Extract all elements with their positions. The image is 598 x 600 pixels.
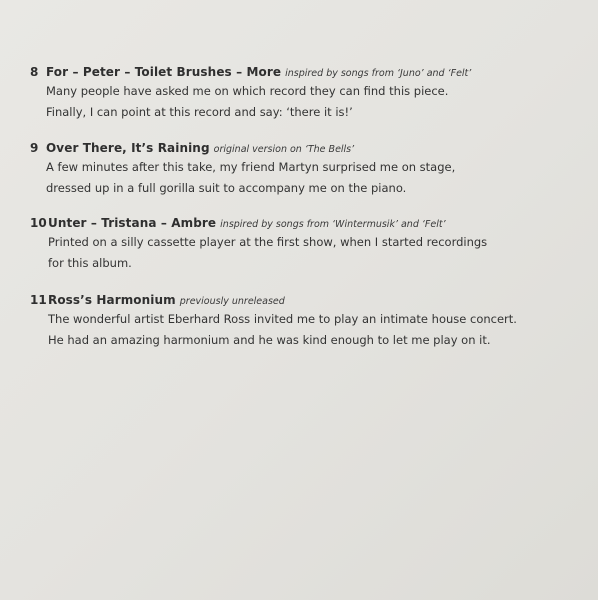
track-10-entry (30, 212, 570, 274)
track-description-line: Printed on a silly cassette player at the first show, when I started recordings (48, 235, 488, 249)
track-8-entry (30, 61, 570, 123)
track-9-entry (30, 137, 570, 199)
track-title: Unter – Tristana – Ambre (48, 216, 217, 230)
track-note: previously unreleased (179, 296, 285, 307)
track-heading (30, 61, 570, 81)
track-description-line: He had an amazing harmonium and he was kind enough to let me play on it. (48, 333, 491, 347)
track-title: Ross’s Harmonium (48, 293, 176, 307)
track-number: 8 (30, 65, 39, 79)
track-description-line: Finally, I can point at this record and say: ‘there it is!’ (46, 105, 353, 119)
track-heading (30, 212, 570, 232)
track-number: 9 (30, 141, 39, 155)
track-heading (30, 137, 570, 157)
track-description-line: dressed up in a full gorilla suit to accompany me on the piano. (46, 181, 407, 195)
track-heading (30, 289, 570, 309)
track-note: inspired by songs from ‘Juno’ and ‘Felt’ (285, 68, 472, 79)
track-title: For – Peter – Toilet Brushes – More (46, 65, 282, 79)
track-title: Over There, It’s Raining (46, 141, 210, 155)
track-number: 10 (30, 216, 47, 230)
track-description-line: A few minutes after this take, my friend Martyn surprised me on stage, (46, 160, 456, 174)
track-11-entry (30, 289, 570, 351)
track-description-line: for this album. (48, 256, 132, 270)
track-description-line: Many people have asked me on which record they can find this piece. (46, 84, 449, 98)
track-note: inspired by songs from ‘Wintermusik’ and ‘Felt’ (220, 219, 446, 230)
track-number: 11 (30, 293, 47, 307)
track-description-line: The wonderful artist Eberhard Ross invited me to play an intimate house concert. (48, 312, 517, 326)
track-note: original version on ‘The Bells’ (213, 144, 355, 155)
